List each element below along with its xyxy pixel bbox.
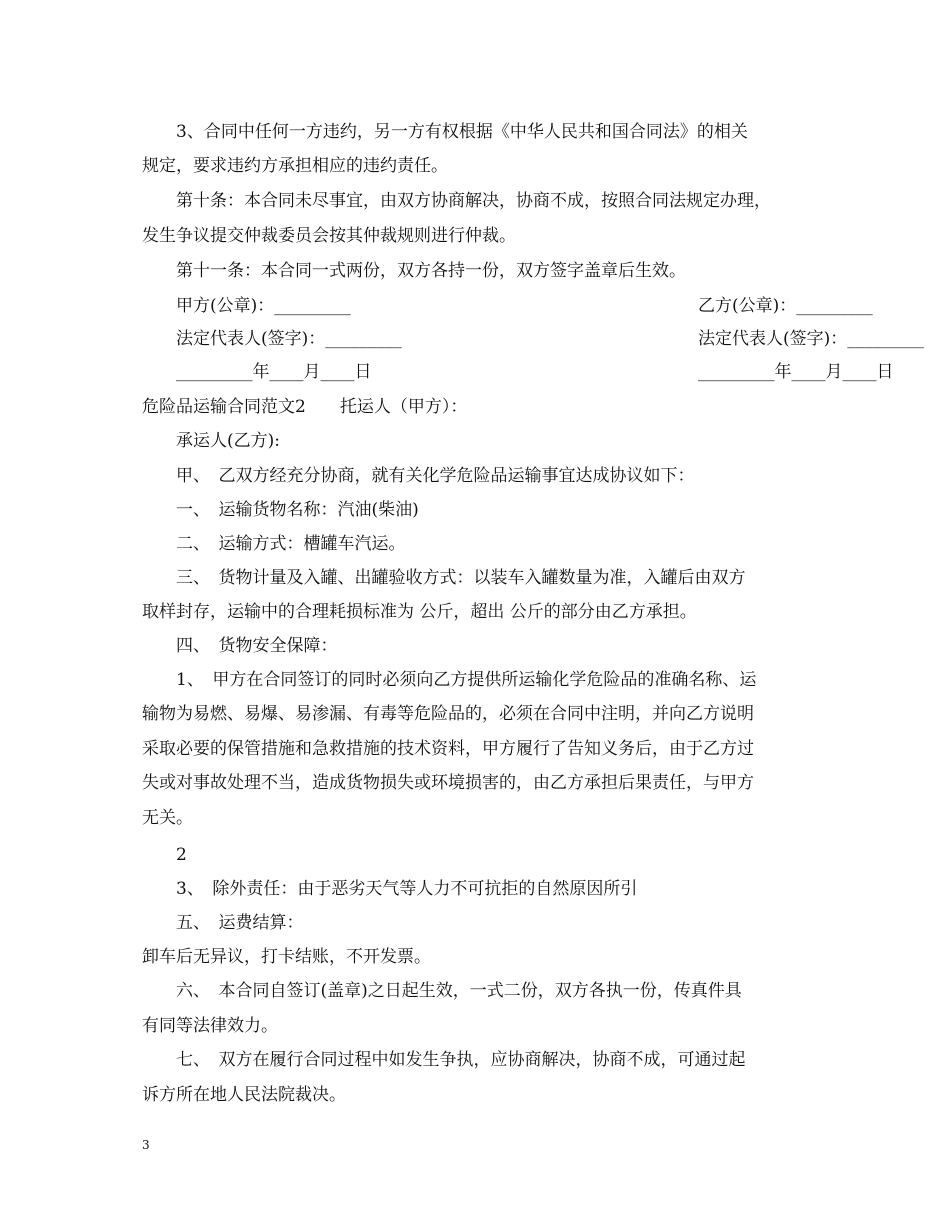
signature-row-date <box>176 360 894 384</box>
paragraph-line: 失或对事故处理不当，造成货物损失或环境损害的，由乙方承担后果责任，与甲方 <box>142 773 754 793</box>
page-number: 3 <box>142 1138 150 1152</box>
paragraph-line: 采取必要的保管措施和急救措施的技术资料，甲方履行了告知义务后，由于乙方过 <box>142 739 754 759</box>
paragraph-line: 五、 运费结算： <box>176 913 304 933</box>
section-title: 危险品运输合同范文2 托运人（甲方）： <box>142 397 468 417</box>
paragraph-line: 3、合同中任何一方违约，另一方有权根据《中华人民共和国合同法》的相关 <box>176 122 748 142</box>
paragraph-line: 有同等法律效力。 <box>142 1016 278 1036</box>
paragraph-line: 3、 除外责任：由于恶劣天气等人力不可抗拒的自然原因所引 <box>176 879 638 899</box>
party-a-seal: 甲方(公章)：_________ <box>176 296 351 316</box>
party-b-date: _________年____月____日 <box>698 362 894 382</box>
paragraph-line: 发生争议提交仲裁委员会按其仲裁规则进行仲裁。 <box>142 226 516 246</box>
paragraph-line: 卸车后无异议，打卡结账，不开发票。 <box>142 947 431 967</box>
paragraph-line: 一、 运输货物名称：汽油(柴油) <box>176 500 419 520</box>
paragraph-line: 取样封存，运输中的合理耗损标准为 公斤，超出 公斤的部分由乙方承担。 <box>142 602 697 622</box>
paragraph-line: 2 <box>176 845 187 865</box>
paragraph-line: 二、 运输方式：槽罐车汽运。 <box>176 534 406 554</box>
paragraph-line: 七、 双方在履行合同过程中如发生争执，应协商解决，协商不成，可通过起 <box>176 1050 746 1070</box>
paragraph-line: 诉方所在地人民法院裁决。 <box>142 1085 346 1105</box>
paragraph-line: 第十一条：本合同一式两份，双方各持一份，双方签字盖章后生效。 <box>176 261 686 281</box>
paragraph-line: 规定，要求违约方承担相应的违约责任。 <box>142 156 448 176</box>
party-b-seal: 乙方(公章)：_________ <box>698 296 873 316</box>
paragraph-line: 甲、 乙双方经充分协商，就有关化学危险品运输事宜达成协议如下： <box>176 466 695 486</box>
paragraph-line: 第十条：本合同未尽事宜，由双方协商解决，协商不成，按照合同法规定办理， <box>176 191 771 211</box>
paragraph-line: 无关。 <box>142 808 193 828</box>
paragraph-line: 承运人(乙方): <box>176 431 280 451</box>
paragraph-line: 六、 本合同自签订(盖章)之日起生效，一式二份，双方各执一份，传真件具 <box>176 981 742 1001</box>
paragraph-line: 输物为易燃、易爆、易渗漏、有毒等危险品的，必须在合同中注明，并向乙方说明 <box>142 704 754 724</box>
signature-row-seal <box>176 294 873 318</box>
paragraph-line: 三、 货物计量及入罐、出罐验收方式：以装车入罐数量为准，入罐后由双方 <box>176 568 746 588</box>
paragraph-line: 四、 货物安全保障： <box>176 636 338 656</box>
party-b-representative: 法定代表人(签字)：_________ <box>698 329 924 349</box>
signature-row-rep <box>176 327 924 351</box>
party-a-representative: 法定代表人(签字)：_________ <box>176 329 402 349</box>
party-a-date: _________年____月____日 <box>176 362 372 382</box>
paragraph-line: 1、 甲方在合同签订的同时必须向乙方提供所运输化学危险品的准确名称、运 <box>176 670 757 690</box>
